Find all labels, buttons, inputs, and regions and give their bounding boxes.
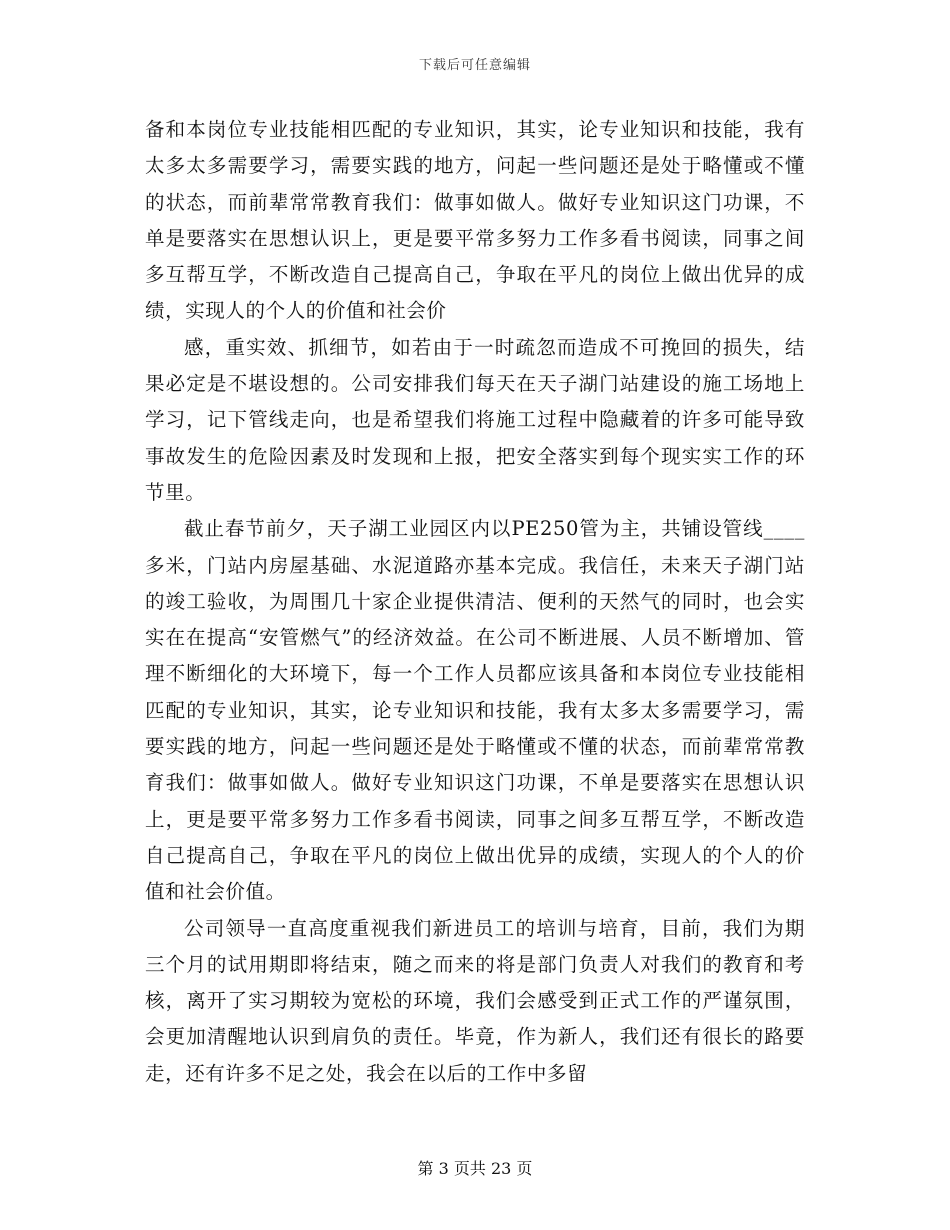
paragraph-3: 截止春节前夕，天子湖工业园区内以PE250管为主，共铺设管线____多米，门站内房屋基础、水泥道路亦基本完成。我信任，未来天子湖门站的竣工验收，为周围几十家企业提供清洁、便利的天然气的同时，也会实实在在提高“安管燃气”的经济效益。在公司不断进展、人员不断增加、管理不断细化的大环境下，每一个工作人员都应该具备和本岗位专业技能相匹配的专业知识，其实，论专业知识和技能，我有太多太多需要学习，需要实践的地方，问起一些问题还是处于略懂或不懂的状态，而前辈常常教育我们：做事如做人。做好专业知识这门功课，不单是要落实在思想认识上，更是要平常多努力工作多看书阅读，同事之间多互帮互学，不断改造自己提高自己，争取在平凡的岗位上做出优异的成绩，实现人的个人的价值和社会价值。	[145, 517, 805, 904]
paragraph-2: 感，重实效、抓细节，如若由于一时疏忽而造成不可挽回的损失，结果必定是不堪设想的。公司安排我们每天在天子湖门站建设的施工场地上学习，记下管线走向，也是希望我们将施工过程中隐藏着的许多可能导致事故发生的危险因素及时发现和上报，把安全落实到每个现实实工作的环节里。	[145, 335, 805, 504]
page-number: 第 3 页共 23 页	[417, 1159, 533, 1178]
page-header: 下载后可任意编辑	[418, 58, 531, 73]
paragraph-1: 备和本岗位专业技能相匹配的专业知识，其实，论专业知识和技能，我有太多太多需要学习，需要实践的地方，问起一些问题还是处于略懂或不懂的状态，而前辈常常教育我们：做事如做人。做好专业知识这门功课，不单是要落实在思想认识上，更是要平常多努力工作多看书阅读，同事之间多互帮互学，不断改造自己提高自己，争取在平凡的岗位上做出优异的成绩，实现人的个人的价值和社会价	[145, 118, 805, 323]
paragraph-4: 公司领导一直高度重视我们新进员工的培训与培育，目前，我们为期三个月的试用期即将结束，随之而来的将是部门负责人对我们的教育和考核，离开了实习期较为宽松的环境，我们会感受到正式工作的严谨氛围，会更加清醒地认识到肩负的责任。毕竟，作为新人，我们还有很长的路要走，还有许多不足之处，我会在以后的工作中多留	[145, 916, 805, 1085]
document-body	[145, 112, 805, 1092]
